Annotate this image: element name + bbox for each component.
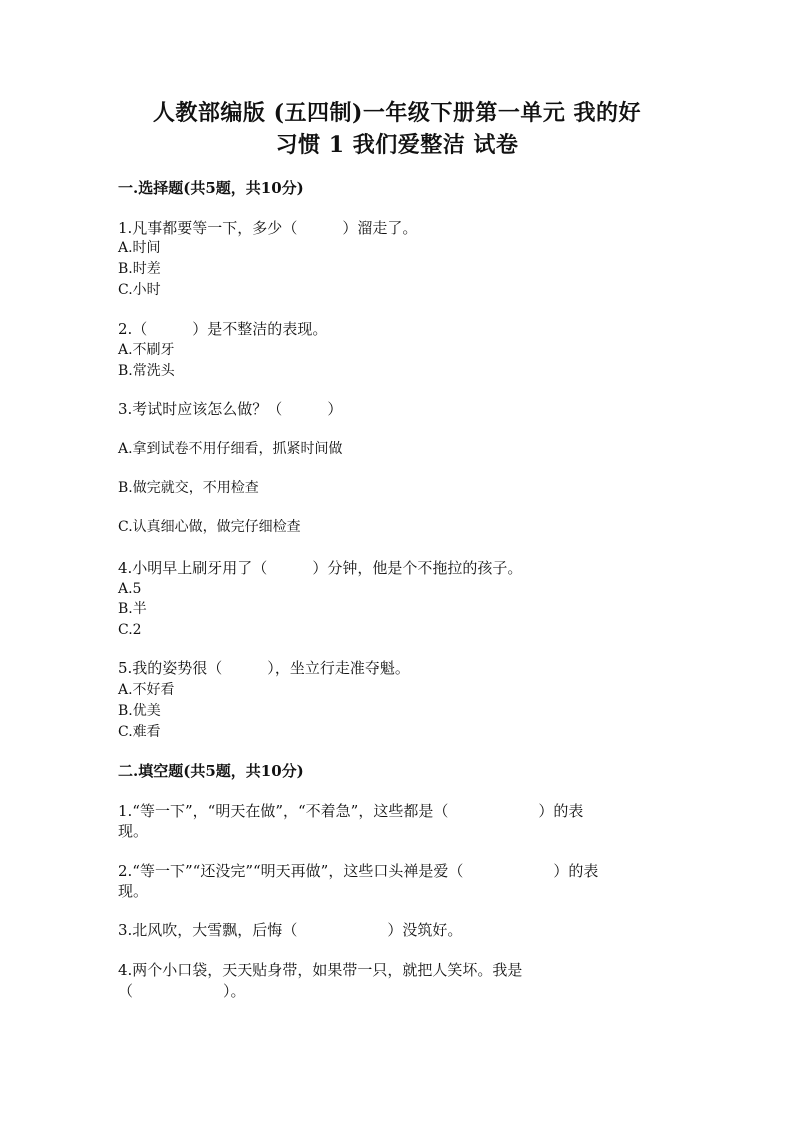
fill-item-1-line-1: 1.“等一下”，“明天在做”，“不着急”，这些都是（ ）的表 <box>118 802 584 820</box>
question-3-stem: 3.考试时应该怎么做？（ ） <box>118 400 343 418</box>
question-1-stem: 1.凡事都要等一下，多少（ ）溜走了。 <box>118 219 418 237</box>
fill-item-2-line-1: 2.“等一下”“还没完”“明天再做”，这些口头禅是爱（ ）的表 <box>118 862 599 880</box>
question-4-option-c: C.2 <box>118 622 142 638</box>
fill-item-4-line-2: （ ）。 <box>118 982 246 1000</box>
question-2-stem: 2.（ ）是不整洁的表现。 <box>118 320 328 338</box>
question-1-option-b: B.时差 <box>118 261 161 277</box>
fill-item-4-line-1: 4.两个小口袋，天天贴身带，如果带一只，就把人笑坏。我是 <box>118 961 523 979</box>
question-3-option-b: B.做完就交，不用检查 <box>118 480 259 496</box>
question-1-option-c: C.小时 <box>118 282 161 298</box>
page-title-line-2: 习惯 1 我们爱整洁 试卷 <box>275 132 519 158</box>
question-2-option-b: B.常洗头 <box>118 363 175 379</box>
section-heading-multiple-choice: 一.选择题(共5题，共10分) <box>118 179 304 197</box>
question-5-stem: 5.我的姿势很（ ），坐立行走准夺魁。 <box>118 659 410 677</box>
fill-item-2-line-2: 现。 <box>118 882 149 900</box>
question-2-option-a: A.不刷牙 <box>118 342 175 358</box>
question-5-option-a: A.不好看 <box>118 682 175 698</box>
page-title-line-1: 人教部编版 (五四制)一年级下册第一单元 我的好 <box>152 100 642 126</box>
fill-item-1-line-2: 现。 <box>118 822 149 840</box>
question-5-option-b: B.优美 <box>118 703 161 719</box>
question-4-option-a: A.5 <box>118 581 142 597</box>
question-3-option-c: C.认真细心做，做完仔细检查 <box>118 519 301 535</box>
fill-item-3-line-1: 3.北风吹，大雪飘，后悔（ ）没筑好。 <box>118 921 463 939</box>
question-4-stem: 4.小明早上刷牙用了（ ）分钟，他是个不拖拉的孩子。 <box>118 559 523 577</box>
question-5-option-c: C.难看 <box>118 724 161 740</box>
question-4-option-b: B.半 <box>118 601 147 617</box>
section-heading-fill-in-blank: 二.填空题(共5题，共10分) <box>118 762 304 780</box>
question-1-option-a: A.时间 <box>118 240 161 256</box>
question-3-option-a: A.拿到试卷不用仔细看，抓紧时间做 <box>118 441 343 457</box>
